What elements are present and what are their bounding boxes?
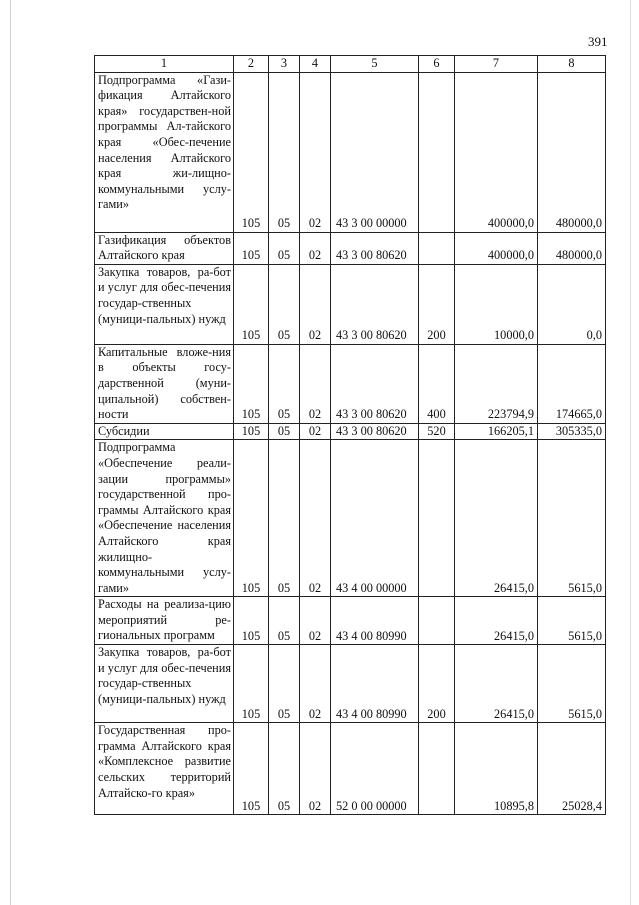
cell-c8: 25028,4	[538, 723, 606, 815]
row-name: Газификация объектов Алтайского края	[95, 232, 234, 264]
column-header: 3	[269, 56, 300, 73]
cell-c7: 26415,0	[455, 645, 538, 723]
cell-c2: 105	[234, 423, 269, 440]
cell-c3: 05	[269, 440, 300, 597]
cell-c8: 5615,0	[538, 597, 606, 645]
cell-c5: 43 4 00 00000	[331, 440, 419, 597]
cell-c2: 105	[234, 597, 269, 645]
cell-c3: 05	[269, 423, 300, 440]
cell-c2: 105	[234, 232, 269, 264]
cell-c4: 02	[300, 344, 331, 423]
table-row	[95, 597, 606, 645]
cell-c5: 43 4 00 80990	[331, 597, 419, 645]
cell-c8: 174665,0	[538, 344, 606, 423]
column-header: 4	[300, 56, 331, 73]
row-name: Государственная про-грамма Алтайского края «Комплексное развитие сельских территорий Алтайско-го края»	[95, 723, 234, 815]
cell-c8: 480000,0	[538, 72, 606, 232]
cell-c7: 26415,0	[455, 597, 538, 645]
cell-c2: 105	[234, 344, 269, 423]
row-name: Подпрограмма «Обеспечение реали-зации программы» государственной про-граммы Алтайского края «Обеспечение населения Алтайского края жилищно-коммунальными услу-гами»	[95, 440, 234, 597]
page-edge-line-right	[630, 0, 631, 905]
table-row	[95, 645, 606, 723]
budget-table	[94, 55, 606, 815]
cell-c6: 400	[419, 344, 455, 423]
cell-c3: 05	[269, 645, 300, 723]
cell-c3: 05	[269, 344, 300, 423]
table-row	[95, 440, 606, 597]
cell-c7: 10895,8	[455, 723, 538, 815]
row-name: Подпрограмма «Гази-фикация Алтайского края» государствен-ной программы Ал-тайского края «Обес-печение населения Алтайского края жи-лищно-коммунальными услу-гами»	[95, 72, 234, 232]
table-row	[95, 723, 606, 815]
cell-c5: 43 3 00 80620	[331, 232, 419, 264]
cell-c5: 52 0 00 00000	[331, 723, 419, 815]
cell-c8: 305335,0	[538, 423, 606, 440]
column-header: 7	[455, 56, 538, 73]
cell-c7: 400000,0	[455, 72, 538, 232]
cell-c6: 520	[419, 423, 455, 440]
cell-c4: 02	[300, 440, 331, 597]
cell-c5: 43 3 00 00000	[331, 72, 419, 232]
cell-c4: 02	[300, 423, 331, 440]
cell-c6	[419, 72, 455, 232]
table-row	[95, 72, 606, 232]
cell-c8: 5615,0	[538, 645, 606, 723]
cell-c4: 02	[300, 597, 331, 645]
cell-c8: 5615,0	[538, 440, 606, 597]
cell-c8: 480000,0	[538, 232, 606, 264]
column-header: 2	[234, 56, 269, 73]
cell-c6: 200	[419, 645, 455, 723]
cell-c6	[419, 597, 455, 645]
cell-c2: 105	[234, 264, 269, 344]
page-number: 391	[588, 34, 608, 49]
cell-c6	[419, 232, 455, 264]
row-name: Закупка товаров, ра-бот и услуг для обес-печения государ-ственных (муници-пальных) нужд	[95, 264, 234, 344]
table-row	[95, 423, 606, 440]
table-row	[95, 232, 606, 264]
cell-c7: 223794,9	[455, 344, 538, 423]
cell-c4: 02	[300, 72, 331, 232]
cell-c5: 43 3 00 80620	[331, 344, 419, 423]
cell-c4: 02	[300, 264, 331, 344]
cell-c2: 105	[234, 645, 269, 723]
cell-c8: 0,0	[538, 264, 606, 344]
column-header: 5	[331, 56, 419, 73]
column-header: 6	[419, 56, 455, 73]
cell-c6	[419, 723, 455, 815]
cell-c3: 05	[269, 723, 300, 815]
cell-c2: 105	[234, 72, 269, 232]
row-name: Закупка товаров, ра-бот и услуг для обес-печения государ-ственных (муници-пальных) нужд	[95, 645, 234, 723]
column-header: 1	[95, 56, 234, 73]
row-name: Расходы на реализа-цию мероприятий ре-гиональных программ	[95, 597, 234, 645]
cell-c5: 43 3 00 80620	[331, 423, 419, 440]
cell-c7: 26415,0	[455, 440, 538, 597]
cell-c7: 10000,0	[455, 264, 538, 344]
cell-c6	[419, 440, 455, 597]
cell-c3: 05	[269, 264, 300, 344]
cell-c6: 200	[419, 264, 455, 344]
table-row	[95, 264, 606, 344]
cell-c4: 02	[300, 645, 331, 723]
cell-c2: 105	[234, 440, 269, 597]
cell-c4: 02	[300, 232, 331, 264]
cell-c7: 166205,1	[455, 423, 538, 440]
header-row	[95, 56, 606, 73]
cell-c4: 02	[300, 723, 331, 815]
cell-c3: 05	[269, 597, 300, 645]
row-name: Капитальные вложе-ния в объекты госу-дарственной (муни-ципальной) собствен-ности	[95, 344, 234, 423]
page-edge-line	[10, 0, 11, 905]
cell-c5: 43 3 00 80620	[331, 264, 419, 344]
table-row	[95, 344, 606, 423]
cell-c3: 05	[269, 232, 300, 264]
row-name: Субсидии	[95, 423, 234, 440]
cell-c7: 400000,0	[455, 232, 538, 264]
cell-c2: 105	[234, 723, 269, 815]
cell-c5: 43 4 00 80990	[331, 645, 419, 723]
cell-c3: 05	[269, 72, 300, 232]
column-header: 8	[538, 56, 606, 73]
